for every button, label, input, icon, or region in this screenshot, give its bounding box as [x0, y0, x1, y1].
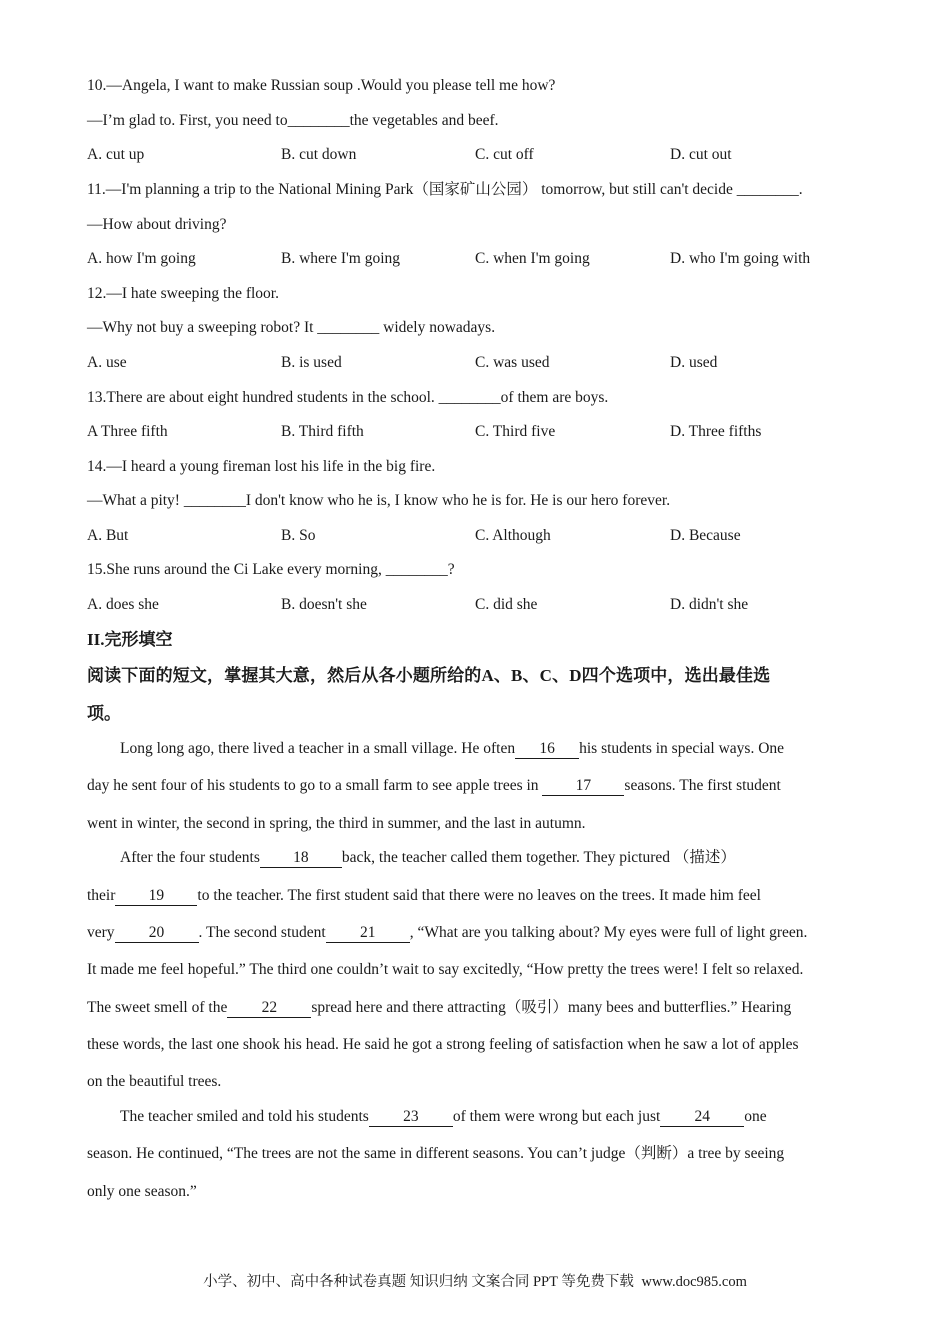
blank-18: 18 [260, 849, 342, 868]
question-11-options [87, 249, 865, 269]
question-12-options [87, 353, 865, 373]
blank-24: 24 [660, 1108, 744, 1127]
option-c: C. was used [475, 354, 550, 371]
option-a: A. how I'm going [87, 250, 196, 267]
option-b: B. Third fifth [281, 423, 364, 440]
passage-line: It made me feel hopeful.” The third one couldn’t wait to say excitedly, “How pretty the trees were! I felt so relaxed. [87, 961, 804, 978]
option-b: B. So [281, 527, 316, 544]
question-11-line-2: —How about driving? [87, 216, 227, 233]
option-b: B. doesn't she [281, 596, 367, 613]
page-footer [0, 1270, 950, 1291]
question-14-line-1: 14.—I heard a young fireman lost his life in the big fire. [87, 458, 436, 475]
question-14-line-2: —What a pity! ________I don't know who he is, I know who he is for. He is our hero forever. [87, 492, 671, 509]
option-c: C. Third five [475, 423, 556, 440]
section-title: II.完形填空 [87, 630, 173, 649]
question-12-line-1: 12.—I hate sweeping the floor. [87, 285, 279, 302]
question-13-line-1: 13.There are about eight hundred students in the school. ________of them are boys. [87, 389, 609, 406]
blank-20: 20 [115, 924, 199, 943]
footer-site-link[interactable]: www.doc985.com [641, 1274, 747, 1290]
option-d: D. didn't she [670, 596, 749, 613]
section-instruction-line-1: 阅读下面的短文，掌握其大意，然后从各小题所给的A、B、C、D四个选项中，选出最佳选 [87, 666, 771, 685]
question-14-options [87, 526, 865, 546]
option-d: D. used [670, 354, 718, 371]
question-12-line-2: —Why not buy a sweeping robot? It ________ widely nowadays. [87, 319, 496, 336]
passage-line: day he sent four of his students to go to a small farm to see apple trees in 17 seasons. The first student [87, 777, 781, 794]
blank-19: 19 [115, 887, 197, 906]
option-a: A. cut up [87, 146, 145, 163]
question-10-line-2: —I’m glad to. First, you need to________the vegetables and beef. [87, 112, 499, 129]
passage-line: Long long ago, there lived a teacher in a small village. He often 16 his students in special ways. One [120, 740, 785, 757]
footer-text: 小学、初中、高中各种试卷真题 知识归纳 文案合同 PPT 等免费下载 [203, 1274, 634, 1290]
option-b: B. cut down [281, 146, 357, 163]
option-b: B. where I'm going [281, 250, 401, 267]
question-11-line-1: 11.—I'm planning a trip to the National Mining Park（国家矿山公园） tomorrow, but still can't decide ________. [87, 181, 803, 198]
option-d: D. cut out [670, 146, 732, 163]
question-10-options [87, 145, 865, 165]
passage-line: only one season.” [87, 1183, 197, 1200]
passage-line: The teacher smiled and told his students 23 of them were wrong but each just 24 one [120, 1108, 767, 1125]
blank-16: 16 [515, 740, 579, 759]
blank-22: 22 [227, 999, 311, 1018]
option-c: C. when I'm going [475, 250, 590, 267]
passage-line: these words, the last one shook his head. He said he got a strong feeling of satisfaction when he saw a lot of apples [87, 1036, 799, 1053]
blank-21: 21 [326, 924, 410, 943]
option-a: A. does she [87, 596, 159, 613]
option-a: A. use [87, 354, 127, 371]
question-15-options [87, 595, 865, 615]
passage-line: on the beautiful trees. [87, 1073, 222, 1090]
passage-line: very 20 . The second student 21 , “What are you talking about? My eyes were full of light green. [87, 924, 808, 941]
option-d: D. Three fifths [670, 423, 762, 440]
passage-line: The sweet smell of the 22 spread here and there attracting（吸引）many bees and butterflies.” Hearing [87, 999, 792, 1016]
option-d: D. who I'm going with [670, 250, 811, 267]
passage-line: their 19 to the teacher. The first student said that there were no leaves on the trees. It made him feel [87, 887, 761, 904]
question-15-line-1: 15.She runs around the Ci Lake every morning, ________? [87, 561, 455, 578]
option-c: C. did she [475, 596, 538, 613]
passage-line: season. He continued, “The trees are not the same in different seasons. You can’t judge（判断）a tree by seeing [87, 1145, 785, 1162]
blank-17: 17 [542, 777, 624, 796]
section-instruction-line-2: 项。 [87, 704, 121, 723]
option-d: D. Because [670, 527, 741, 544]
option-c: C. cut off [475, 146, 534, 163]
option-a: A. But [87, 527, 129, 544]
question-10-line-1: 10.—Angela, I want to make Russian soup .Would you please tell me how? [87, 77, 556, 94]
option-b: B. is used [281, 354, 342, 371]
option-c: C. Although [475, 527, 551, 544]
passage-line: After the four students 18 back, the teacher called them together. They pictured （描述） [120, 849, 736, 866]
question-13-options [87, 422, 865, 442]
passage-line: went in winter, the second in spring, the third in summer, and the last in autumn. [87, 815, 586, 832]
option-a: A Three fifth [87, 423, 168, 440]
blank-23: 23 [369, 1108, 453, 1127]
